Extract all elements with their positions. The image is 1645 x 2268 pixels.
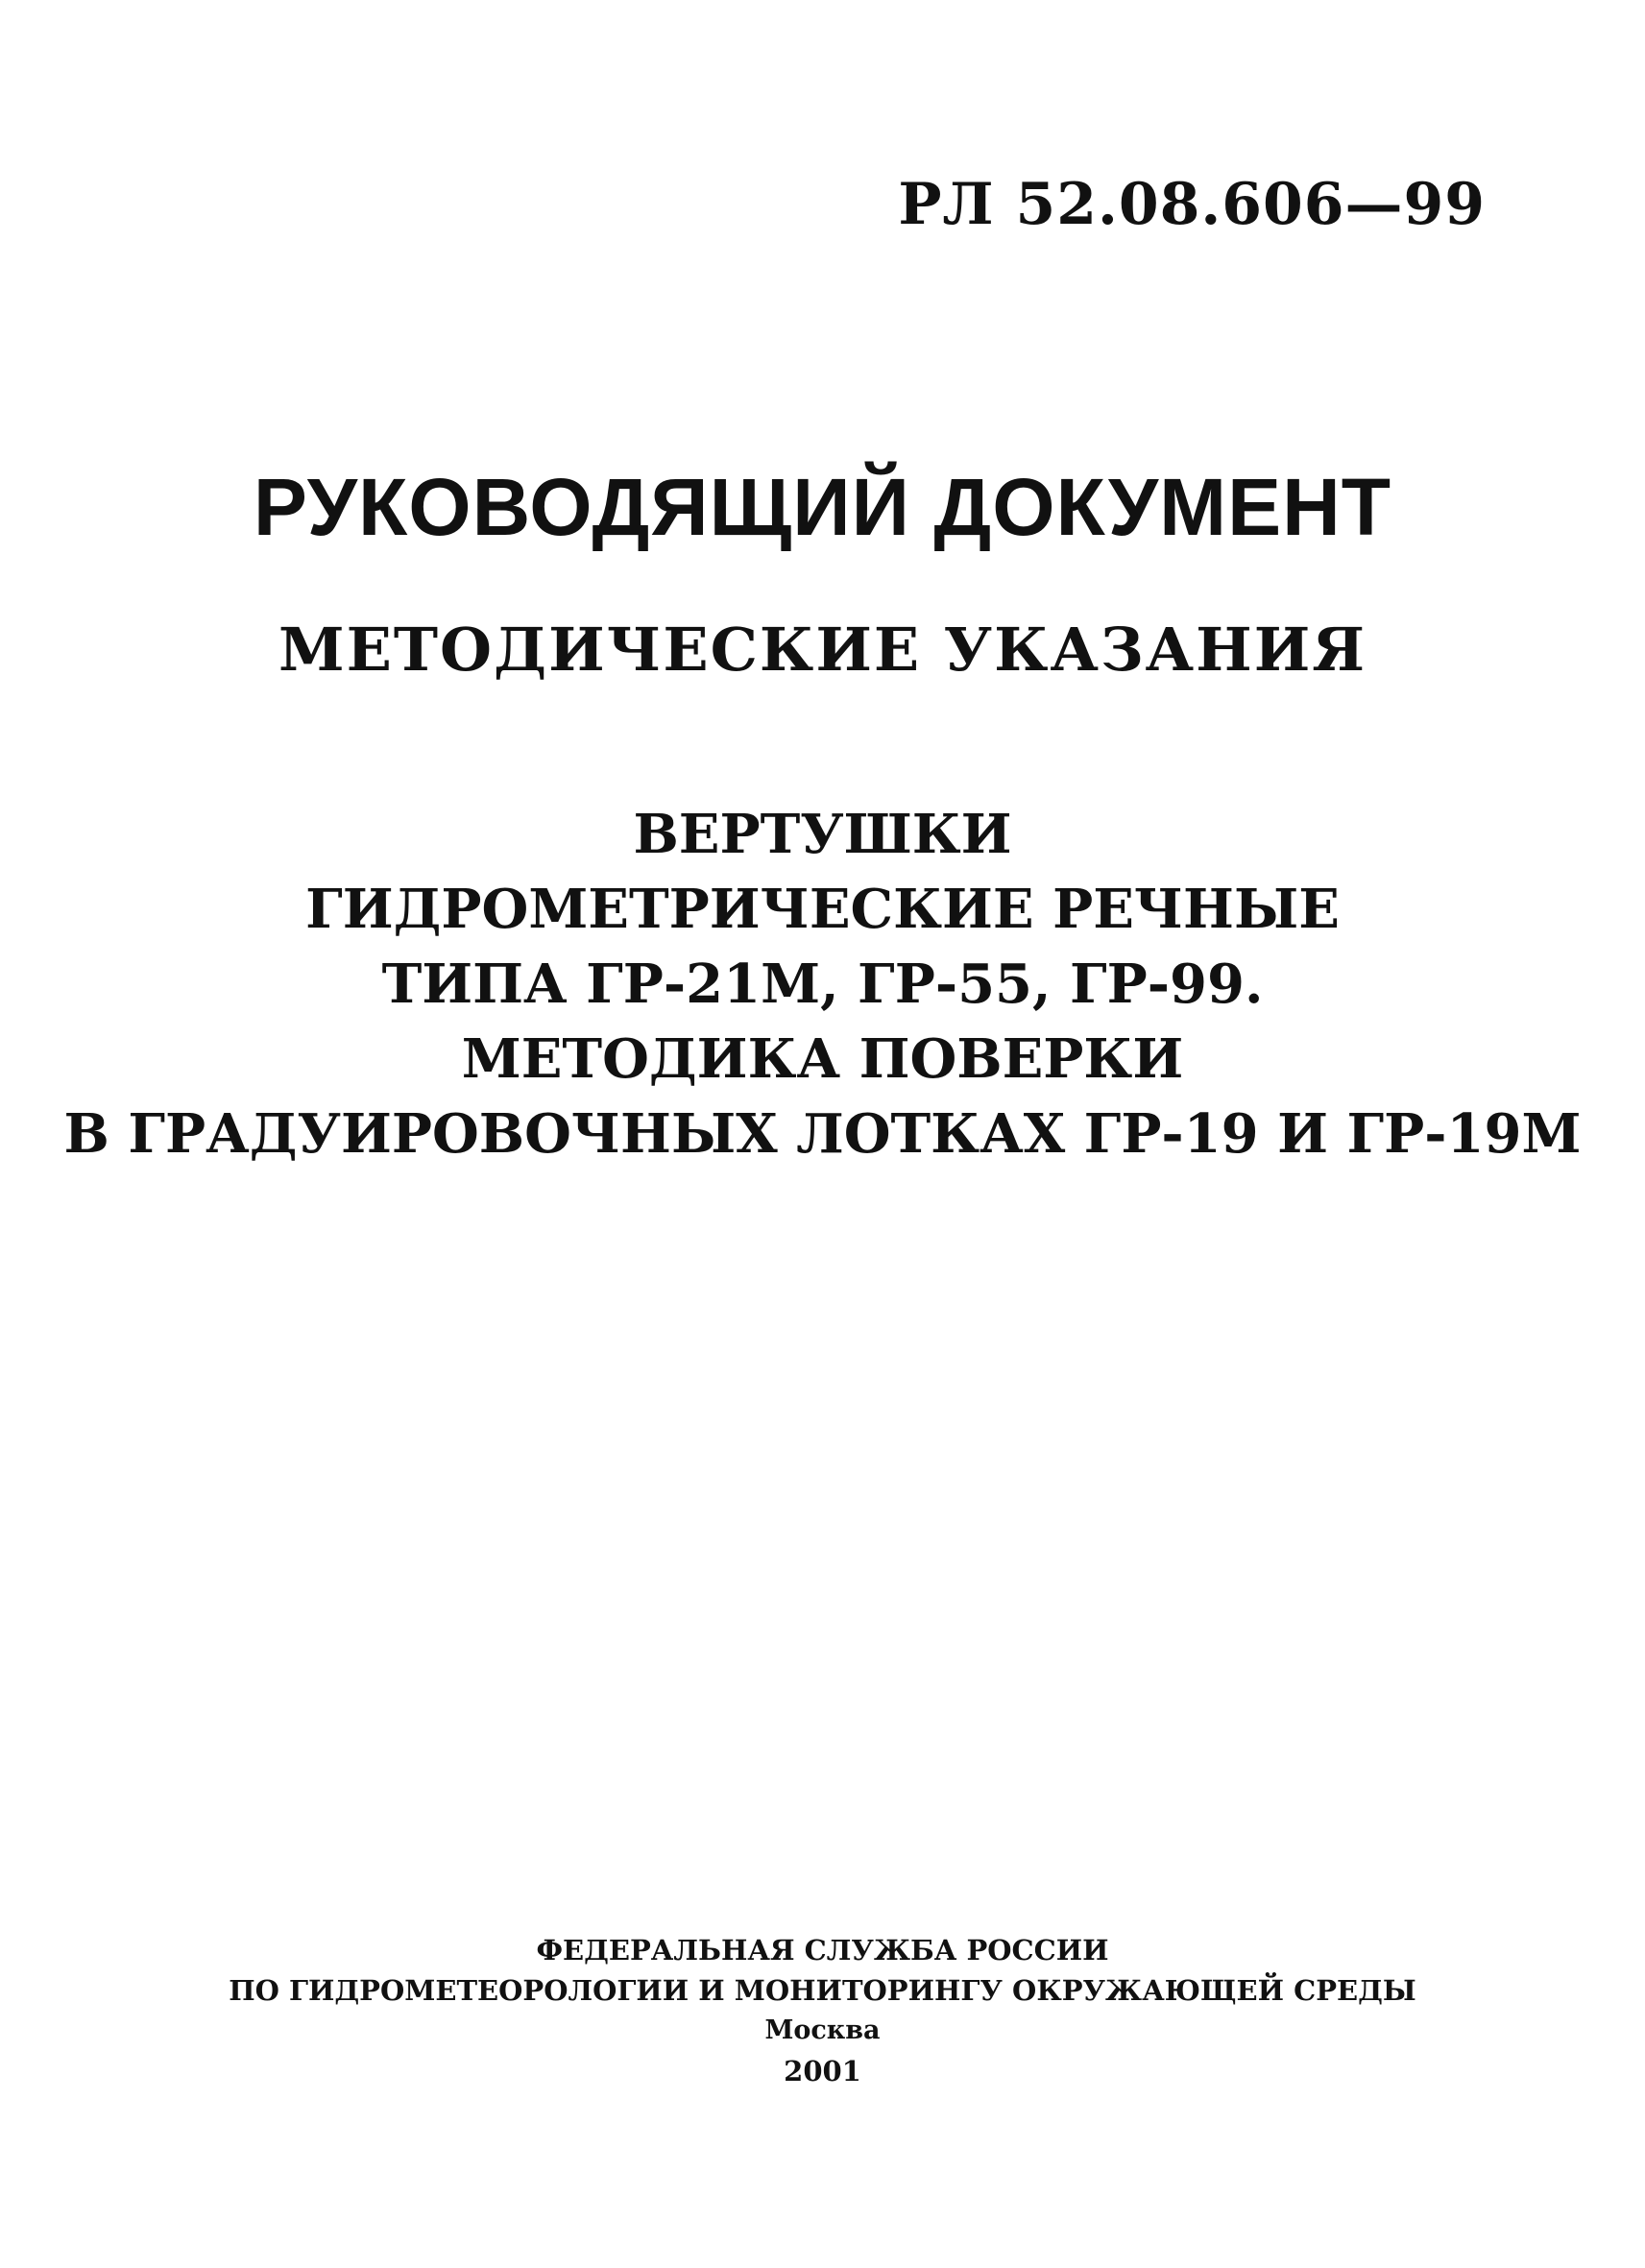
- document-subtitle: МЕТОДИЧЕСКИЕ УКАЗАНИЯ: [278, 615, 1367, 685]
- topic-line: ВЕРТУШКИ: [633, 803, 1012, 866]
- publisher-line-1: ФЕДЕРАЛЬНАЯ СЛУЖБА РОССИИ: [536, 1934, 1109, 1966]
- document-main-title: РУКОВОДЯЩИЙ ДОКУМЕНТ: [253, 462, 1392, 552]
- topic-line: ГИДРОМЕТРИЧЕСКИЕ РЕЧНЫЕ: [305, 878, 1340, 941]
- topic-line: МЕТОДИКА ПОВЕРКИ: [461, 1027, 1184, 1091]
- document-code: РЛ 52.08.606—99: [898, 171, 1486, 238]
- topic-line: ТИПА ГР-21М, ГР-55, ГР-99.: [381, 953, 1264, 1016]
- topic-line: В ГРАДУИРОВОЧНЫХ ЛОТКАХ ГР-19 И ГР-19М: [63, 1102, 1582, 1166]
- publisher-block: [0, 1930, 1645, 2091]
- document-topic: [0, 797, 1645, 1171]
- publisher-line-2: ПО ГИДРОМЕТЕОРОЛОГИИ И МОНИТОРИНГУ ОКРУЖАЮЩЕЙ СРЕДЫ: [229, 1974, 1416, 2007]
- publisher-year: 2001: [784, 2055, 861, 2087]
- publisher-city: Москва: [764, 2015, 881, 2045]
